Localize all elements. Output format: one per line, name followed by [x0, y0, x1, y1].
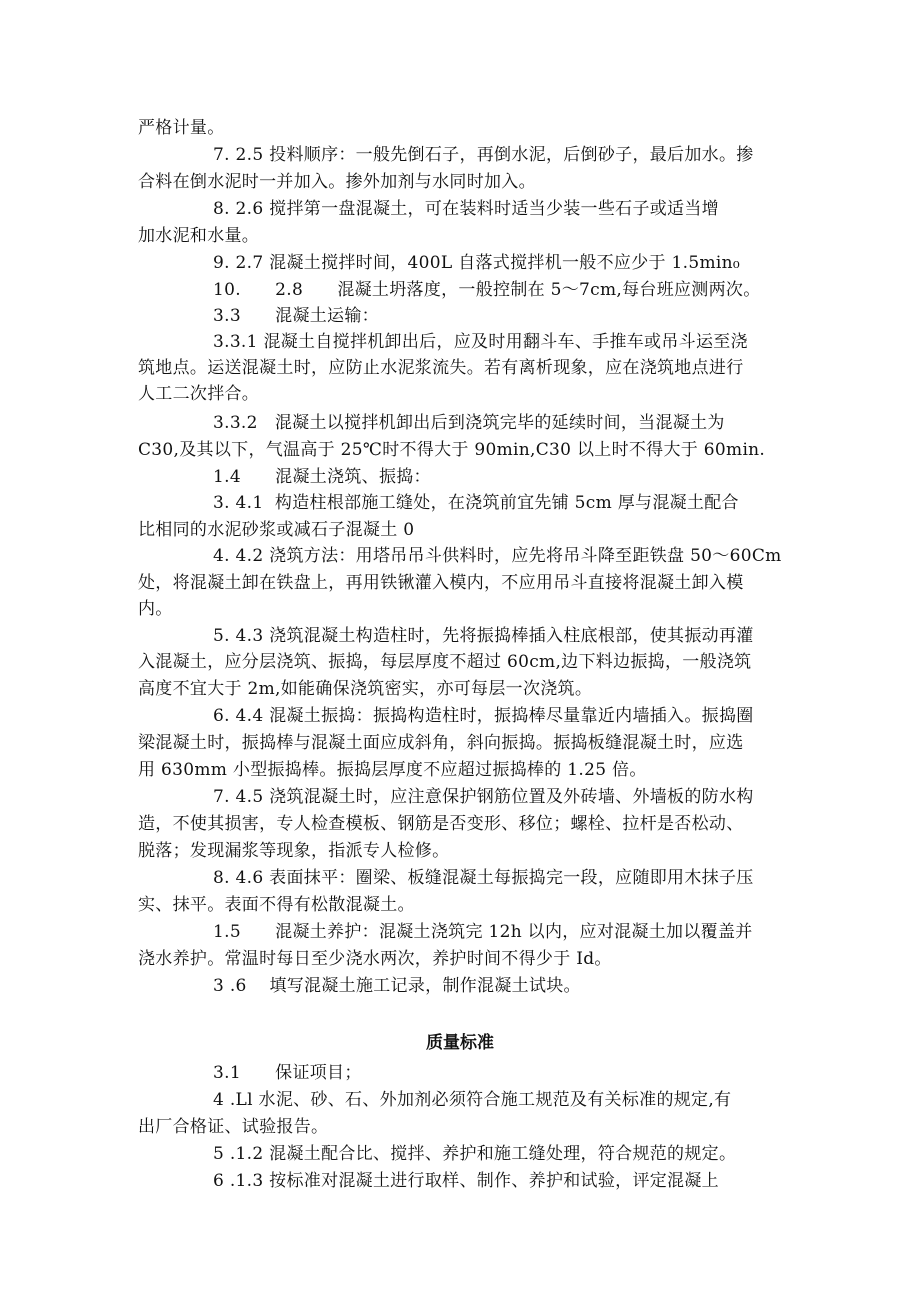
- text-line: 合料在倒水泥时一并加入。掺外加剂与水同时加入。: [138, 172, 536, 192]
- text-line: 8. 2.6 搅拌第一盘混凝土，可在装料时适当少装一些石子或适当增: [213, 199, 719, 219]
- text-line: 3.3.1 混凝土自搅拌机卸出后，应及时用翻斗车、手推车或吊斗运至浇: [213, 332, 748, 352]
- text-line: 7. 4.5 浇筑混凝土时，应注意保护钢筋位置及外砖墙、外墙板的防水构: [213, 787, 754, 807]
- text-line: 梁混凝土时，振捣棒与混凝土面应成斜角，斜向振捣。振捣板缝混凝土时，应选: [138, 733, 744, 753]
- text-line: 7. 2.5 投料顺序：一般先倒石子，再倒水泥，后倒砂子，最后加水。掺: [213, 145, 754, 165]
- text-line: 6 .1.3 按标准对混凝土进行取样、制作、养护和试验，评定混凝上: [213, 1171, 719, 1191]
- text-line: 8. 4.6 表面抹平：圈梁、板缝混凝土每振捣完一段，应随即用木抹子压: [213, 868, 754, 888]
- text-line: 3.3 混凝土运输：: [213, 306, 379, 326]
- text-line: 3.3.2 混凝土以搅拌机卸出后到浇筑完毕的延续时间，当混凝土为: [213, 413, 725, 433]
- text-line: 5 .1.2 混凝土配合比、搅拌、养护和施工缝处理，符合规范的规定。: [213, 1144, 737, 1164]
- text-line: 处，将混凝土卸在铁盘上，再用铁锹灌入模内，不应用吊斗直接将混凝土卸入模: [138, 573, 744, 593]
- text-line: 6. 4.4 混凝土振捣：振捣构造柱时，振捣棒尽量靠近内墙插入。振捣圈: [213, 706, 754, 726]
- text-line: 5. 4.3 浇筑混凝土构造柱时，先将振捣棒插入柱底根部，使其振动再灌: [213, 626, 754, 646]
- text-line: 9. 2.7 混凝土搅拌时间，400L 自落式搅拌机一般不应少于 1.5min₀: [213, 253, 740, 273]
- text-line: 10. 2.8 混凝土坍落度，一般控制在 5～7cm,每台班应测两次。: [213, 280, 761, 300]
- text-line: 3.1 保证项目；: [213, 1063, 362, 1083]
- text-line: 人工二次拌合。: [138, 384, 260, 404]
- text-line: C30,及其以下，气温高于 25℃时不得大于 90min,C30 以上时不得大于 60min.: [138, 440, 766, 460]
- text-line: 1.5 混凝土养护：混凝土浇筑完 12h 以内，应对混凝土加以覆盖并: [213, 922, 753, 942]
- text-line: 入混凝土，应分层浇筑、振捣，每层厚度不超过 60cm,边下料边振捣，一般浇筑: [138, 652, 752, 672]
- text-line: 出厂合格证、试验报告。: [138, 1117, 329, 1137]
- text-line: 筑地点。运送混凝土时，应防止水泥浆流失。若有离析现象，应在浇筑地点进行: [138, 358, 744, 378]
- text-line: 3. 4.1 构造柱根部施工缝处，在浇筑前宜先铺 5cm 厚与混凝土配合: [213, 493, 739, 513]
- text-line: 内。: [138, 599, 173, 619]
- text-line: 实、抹平。表面不得有松散混凝土。: [138, 895, 415, 915]
- text-line: 1.4 混凝土浇筑、振捣：: [213, 467, 431, 487]
- text-line: 4 .Ll 水泥、砂、石、外加剂必须符合施工规范及有关标准的规定,有: [213, 1090, 732, 1110]
- text-line: 高度不宜大于 2m,如能确保浇筑密实，亦可每层一次浇筑。: [138, 679, 593, 699]
- text-line: 脱落；发现漏浆等现象，指派专人检修。: [138, 841, 450, 861]
- text-line: 比相同的水泥砂浆或减石子混凝土 0: [138, 520, 415, 540]
- text-line: 加水泥和水量。: [138, 226, 260, 246]
- text-line: 3 .6 填写混凝土施工记录，制作混凝土试块。: [213, 976, 581, 996]
- text-line: 用 630mm 小型振捣棒。振捣层厚度不应超过振捣棒的 1.25 倍。: [138, 760, 647, 780]
- text-line: 造，不使其损害，专人检查模板、钢筋是否变形、移位；螺栓、拉杆是否松动、: [138, 814, 744, 834]
- text-line: 浇水养护。常温时每日至少浇水两次，养护时间不得少于 Id。: [138, 949, 612, 969]
- text-line: 4. 4.2 浇筑方法：用塔吊吊斗供料时，应先将吊斗降至距铁盘 50～60Cm: [213, 546, 782, 566]
- section-heading: 质量标准: [426, 1033, 494, 1053]
- text-line: 严格计量。: [138, 118, 225, 138]
